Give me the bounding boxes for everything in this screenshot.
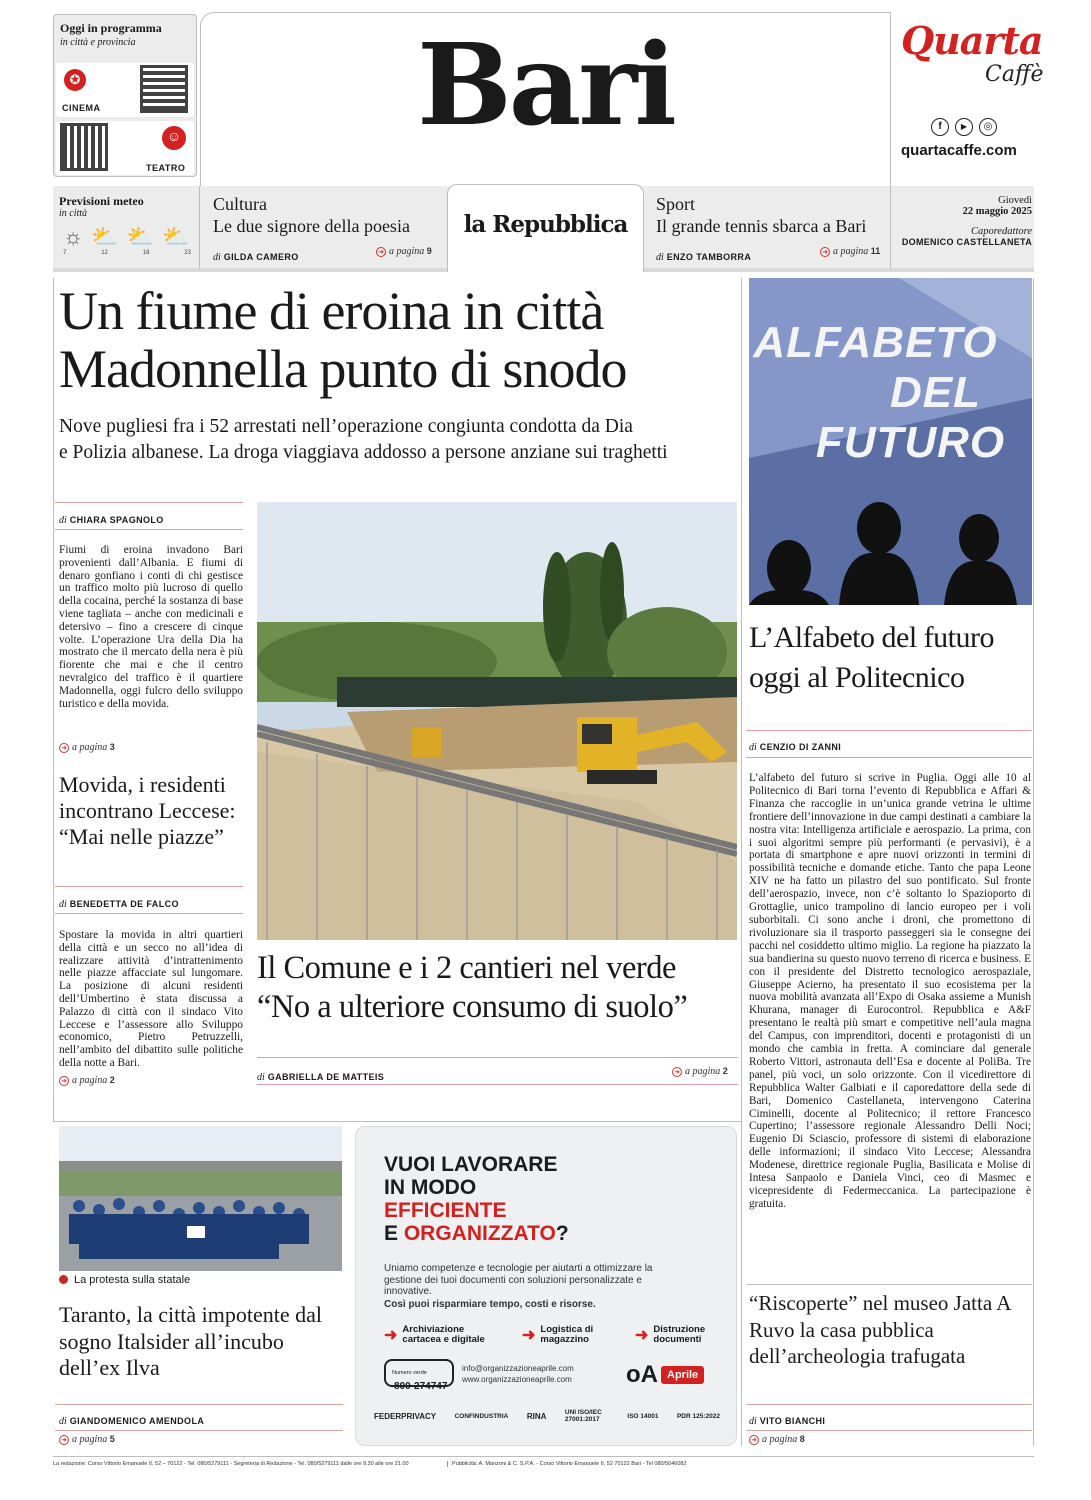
divider xyxy=(55,1404,343,1405)
construction-site-illustration xyxy=(257,502,737,940)
ad-bold: Così puoi risparmiare tempo, costi e risorse. xyxy=(384,1299,596,1310)
main-body: Fiumi di eroina invadono Bari provenienti dall’Albania. E fiumi di denaro gonfiano i conti di chi gestisce un traffico molto più lucroso di quello della cocaina, perché la sostanza di base viene tagliata – anche con medicinali e detersivo – fino a crescere di cinque volte. L’operazione Ura della Dia ha mostrato che il mercato della nera è più fiorente che mai e che il centro nevralgico del traffico è il quartiere Madonnella, oggi fulcro dello sviluppo turistico e della movida. xyxy=(59,544,243,710)
divider xyxy=(55,502,243,503)
ad-website[interactable]: www.organizzazioneaprile.com xyxy=(462,1375,572,1384)
certification-logo: UNI ISO/IEC 27001:2017 xyxy=(564,1409,602,1423)
arrow-icon: ➜ xyxy=(522,1327,536,1344)
teatro-qr-code[interactable] xyxy=(60,123,108,171)
author-name: GABRIELLA DE MATTEIS xyxy=(267,1072,385,1082)
cultura-title: Le due signore della poesia xyxy=(213,216,410,236)
cinema-label: CINEMA xyxy=(62,103,101,113)
divider xyxy=(746,1430,1032,1431)
divider xyxy=(257,1057,738,1058)
masthead-title: Bari xyxy=(417,20,674,151)
facebook-icon[interactable]: f xyxy=(931,118,949,136)
partly-cloudy-icon: ⛅ xyxy=(161,224,190,249)
cultura-byline: di GILDA CAMERO xyxy=(213,252,299,263)
movida-byline: di BENEDETTA DE FALCO xyxy=(59,899,179,910)
ad-headline-line: E ORGANIZZATO? xyxy=(384,1222,569,1245)
divider xyxy=(55,1430,343,1431)
programma-box xyxy=(53,14,197,177)
arrow-icon: ➜ xyxy=(749,1435,759,1445)
programma-heading: Oggi in programma xyxy=(60,21,162,35)
alfabeto-body: L’alfabeto del futuro si scrive in Puglia. Oggi alle 10 al Politecnico di Bari torna l’evento di Repubblica e Affari & Finanza che raccoglie in un’unica grande vetrina le ultime frontiere dell’innovazione in due campi destinati a cambiare la nostra vita: Intelligenza artificiale e aerospazio. La prima, con i suoi algoritmi sempre più performanti (e pervasivi), è a portata di smartphone e apre nuovi orizzonti in termini di possibilità tecniche e domande etiche. Tanto che papa Leone XIV ne ha fatto un pilastro del suo pontificato. Sul fronte dell’aerospazio, invece, non c’è soltanto lo Spazioporto di Grottaglie, unico trampolino di lancio europeo per i voli suborbitali. Ci sono anche i droni, che promettono di rivoluzionare sia il trasporto passeggeri sia le consegne dei pacchi nel cosiddetto ultimo miglio. La regione ha piazzato la sua bandierina su questo nuovo terreno di ricerca e business. E con il presidente del Distretto tecnologico aerospaziale, Giuseppe Acierno, ha presentato il suo ecosistema per la nuova mobilità avanzata all’Expo di Osaka assieme a Munish Khurana, manager di Eurocontrol. Repubblica e A&F presentano le realtà più smart e competitive nell’aula magna del Campus, con imprenditori, docenti e protagonisti di un mondo che cambia in fretta. A cominciare dal generale Roberto Vittori, astronauta dell’Esa e docente al PoliBa. Tre panel, più voci, un solo orizzonte. Con il vicedirettore di Repubblica Walter Galbiati e il caporedattore della sede di Bari, Domenico Castellaneta, intervengono Caterina Ciminelli, docente al Politecnico; il rettore Francesco Cupertino; l’assessore regionale Alessandro Delli Noci; Eugenio Di Sciascio, professore di sistemi di elaborazione delle informazioni; il sindaco Vito Leccese; Alessandra Modenese, direttrice regionale Puglia, Basilicata e Molise di Intesa Sanpaolo e Daniela Vinci, ceo di Masmec e vicepresidente di Federmeccanica. La partecipazione è gratuita. xyxy=(749,772,1031,1210)
footer-redazione: La redazione: Corso Vittorio Emanuele II, 52 – 70122 - Tel. 080/5279111 - Segreteria di Redazione - Tel. 080/5279111 dalle ore 9.30 alle ore 21.00 xyxy=(53,1461,409,1467)
social-icons xyxy=(931,118,997,136)
cinema-qr-code[interactable] xyxy=(140,65,188,113)
certification-logo: ISO 14001 xyxy=(627,1412,659,1420)
image-text-line: FUTURO xyxy=(815,418,1006,467)
footer-rule xyxy=(53,1456,1034,1457)
arrow-icon: ➜ xyxy=(384,1327,398,1344)
teatro-label: TEATRO xyxy=(146,163,186,173)
column-rule xyxy=(741,278,742,1446)
headline-line: Madonnella punto di snodo xyxy=(59,339,627,399)
quarta-url[interactable]: quartacaffe.com xyxy=(901,142,1017,159)
author-name: ENZO TAMBORRA xyxy=(666,252,752,262)
repubblica-logo: la Repubblica xyxy=(463,211,628,238)
editor-role: Caporedattore xyxy=(970,226,1032,237)
subheadline-line: Nove pugliesi fra i 52 arrestati nell’operazione congiunta condotta da Dia xyxy=(59,416,633,437)
divider xyxy=(746,1404,1032,1405)
ad-service-item: ➜ Distruzione documenti xyxy=(635,1324,706,1345)
ad-body: Uniamo competenze e tecnologie per aiutarti a ottimizzare la gestione dei tuoi documenti con soluzioni personalizzate e innovative. xyxy=(384,1263,653,1297)
phone-number: 800-274747 xyxy=(394,1381,448,1392)
dateline xyxy=(891,186,1034,268)
ad-service-item: ➜ Archiviazione cartacea e digitale xyxy=(384,1324,485,1345)
protest-illustration xyxy=(59,1126,342,1271)
aprile-mark-icon: oA xyxy=(626,1361,658,1388)
ad-headline-line: EFFICIENTE xyxy=(384,1199,507,1222)
divider xyxy=(55,529,243,530)
headline-line: Il Comune e i 2 cantieri nel verde xyxy=(257,950,676,986)
ad-certifications xyxy=(374,1409,720,1423)
cantieri-page-link[interactable]: ➜ a pagina 2 xyxy=(672,1066,728,1077)
cultura-page-link[interactable]: ➜ a pagina 9 xyxy=(376,246,432,257)
certification-logo: RINA xyxy=(526,1411,547,1421)
divider xyxy=(746,757,1032,758)
arrow-icon: ➜ xyxy=(59,743,69,753)
alfabeto-image-text xyxy=(749,318,1032,468)
footer-pubblicita: Pubblicità: A. Manzoni & C. S.P.A. - Corso Vittorio Emanuele II, 52 70122 Bari - Tel 080/5046082 xyxy=(447,1461,687,1467)
movida-body: Spostare la movida in altri quartieri della città e un secco no all’idea di realizzare attività d’intrattenimento nelle piazze affacciate sul lungomare. La posizione di alcuni residenti dell’Umbertino è stata discussa a Palazzo di città con il sindaco Vito Leccese e l’assessore allo Sviluppo economico, Pietro Petruzzelli, nell’ambito del dibattito sulle politiche della notte a Bari. xyxy=(59,929,243,1069)
author-name: BENEDETTA DE FALCO xyxy=(69,899,179,909)
cultura-section: Cultura xyxy=(213,194,267,214)
hour-label: 18 xyxy=(142,250,150,256)
alfabeto-photo xyxy=(749,278,1032,605)
meteo-heading: Previsioni meteo xyxy=(59,194,144,208)
ad-phone-box[interactable] xyxy=(384,1359,454,1392)
partly-cloudy-icon: ⛅ xyxy=(126,224,154,249)
organizzazione-aprile-ad[interactable] xyxy=(355,1126,737,1446)
phone-label: Numero verde xyxy=(386,1370,427,1376)
movida-title[interactable]: Movida, i residenti incontrano Leccese: “Mai nelle piazze” xyxy=(59,772,236,849)
hour-label: 7 xyxy=(63,250,67,256)
movida-page-link[interactable]: ➜ a pagina 2 xyxy=(59,1075,115,1086)
caption-dot-icon xyxy=(59,1275,68,1284)
author-name: GILDA CAMERO xyxy=(223,252,299,262)
sun-icon: ☼ xyxy=(63,224,84,249)
alfabeto-title[interactable]: L’Alfabeto del futuro oggi al Politecnico xyxy=(749,621,994,694)
column-rule xyxy=(1033,278,1034,1446)
headline-line: “No a ulteriore consumo di suolo” xyxy=(257,989,688,1025)
sport-section: Sport xyxy=(656,194,696,214)
taranto-title[interactable]: Taranto, la città impotente dal sogno Italsider all’incubo dell’ex Ilva xyxy=(59,1302,322,1380)
arrow-icon: ➜ xyxy=(672,1067,682,1077)
ad-headline xyxy=(384,1153,569,1245)
divider xyxy=(746,1284,1032,1285)
author-name: CHIARA SPAGNOLO xyxy=(69,515,164,525)
divider xyxy=(746,730,1032,731)
divider xyxy=(55,913,243,914)
taranto-caption xyxy=(59,1274,190,1286)
row-rule xyxy=(53,1121,742,1122)
sport-byline: di ENZO TAMBORRA xyxy=(656,252,752,263)
arrow-icon: ➜ xyxy=(59,1435,69,1445)
main-subheadline xyxy=(59,414,739,466)
taranto-byline: di GIANDOMENICO AMENDOLA xyxy=(59,1416,205,1427)
meteo-hours xyxy=(63,250,191,256)
aprile-brand: Aprile xyxy=(661,1366,704,1384)
alfabeto-byline: di CENZIO DI ZANNI xyxy=(749,742,842,753)
youtube-icon[interactable]: ▶ xyxy=(955,118,973,136)
divider xyxy=(257,1084,738,1085)
author-name: CENZIO DI ZANNI xyxy=(759,742,842,752)
cantieri-byline: di GABRIELLA DE MATTEIS xyxy=(257,1072,385,1083)
sport-title: Il grande tennis sbarca a Bari xyxy=(656,216,867,236)
film-reel-icon: ✪ xyxy=(64,69,86,91)
image-text-line: ALFABETO xyxy=(753,318,998,367)
date-full: 22 maggio 2025 xyxy=(962,206,1032,217)
ad-email[interactable]: info@organizzazioneaprile.com xyxy=(462,1364,574,1373)
ad-headline-line: IN MODO xyxy=(384,1176,477,1199)
meteo-icons xyxy=(63,224,189,250)
certification-logo: FEDERPRIVACY xyxy=(374,1411,437,1421)
caption-text: La protesta sulla statale xyxy=(74,1274,191,1286)
author-name: GIANDOMENICO AMENDOLA xyxy=(69,1416,205,1426)
construction-site-photo xyxy=(257,502,737,940)
cultura-teaser[interactable] xyxy=(200,186,447,268)
main-byline: di CHIARA SPAGNOLO xyxy=(59,515,164,526)
theatre-mask-icon: ☺ xyxy=(162,126,186,150)
subheadline-line: e Polizia albanese. La droga viaggiava addosso a persone anziane sui traghetti xyxy=(59,442,668,463)
taranto-photo xyxy=(59,1126,342,1271)
meteo-panel xyxy=(53,186,200,268)
author-name: VITO BIANCHI xyxy=(759,1416,826,1426)
ad-services xyxy=(384,1325,725,1345)
arrow-icon: ➜ xyxy=(820,247,830,257)
hour-label: 23 xyxy=(184,250,191,256)
cinema-card[interactable] xyxy=(56,63,194,117)
cantieri-headline[interactable] xyxy=(257,949,741,1027)
programma-sub: in città e provincia xyxy=(60,37,136,48)
jatta-byline: di VITO BIANCHI xyxy=(749,1416,826,1427)
main-headline[interactable] xyxy=(59,282,739,398)
partly-cloudy-icon: ⛅ xyxy=(91,224,119,249)
hour-label: 12 xyxy=(101,250,108,256)
ad-contacts xyxy=(462,1363,574,1385)
repubblica-tab xyxy=(447,184,644,272)
editor-name: DOMENICO CASTELLANETA xyxy=(901,237,1032,247)
headline-line: Un fiume di eroina in città xyxy=(59,281,604,341)
meteo-sub: in città xyxy=(59,208,88,219)
sport-teaser[interactable] xyxy=(644,186,891,268)
image-text-line: DEL xyxy=(890,368,981,417)
caffe-logo: Caffè xyxy=(985,62,1044,87)
ad-headline-line: VUOI LAVORARE xyxy=(384,1153,558,1176)
sport-page-link[interactable]: ➜ a pagina 11 xyxy=(820,246,880,257)
quarta-logo: Quarta xyxy=(901,18,1043,63)
instagram-icon[interactable]: ◎ xyxy=(979,118,997,136)
divider xyxy=(55,886,243,887)
certification-logo: CONFINDUSTRIA xyxy=(454,1412,509,1420)
aprile-logo xyxy=(626,1361,704,1389)
date-day: Giovedì xyxy=(998,195,1032,206)
ad-service-item: ➜ Logistica di magazzino xyxy=(522,1324,594,1345)
jatta-title[interactable]: “Riscoperte” nel museo Jatta A Ruvo la casa pubblica dell’archeologia trafugata xyxy=(749,1291,1011,1368)
teatro-card[interactable] xyxy=(56,121,194,175)
arrow-icon: ➜ xyxy=(59,1076,69,1086)
column-rule xyxy=(53,278,54,1121)
certification-logo: PDR 125:2022 xyxy=(676,1412,720,1420)
arrow-icon: ➜ xyxy=(376,247,386,257)
quarta-caffe-ad[interactable] xyxy=(893,14,1043,184)
arrow-icon: ➜ xyxy=(635,1327,649,1344)
jatta-page-link[interactable]: ➜ a pagina 8 xyxy=(749,1434,805,1445)
main-page-link[interactable]: ➜ a pagina 3 xyxy=(59,742,115,753)
taranto-page-link[interactable]: ➜ a pagina 5 xyxy=(59,1434,115,1445)
